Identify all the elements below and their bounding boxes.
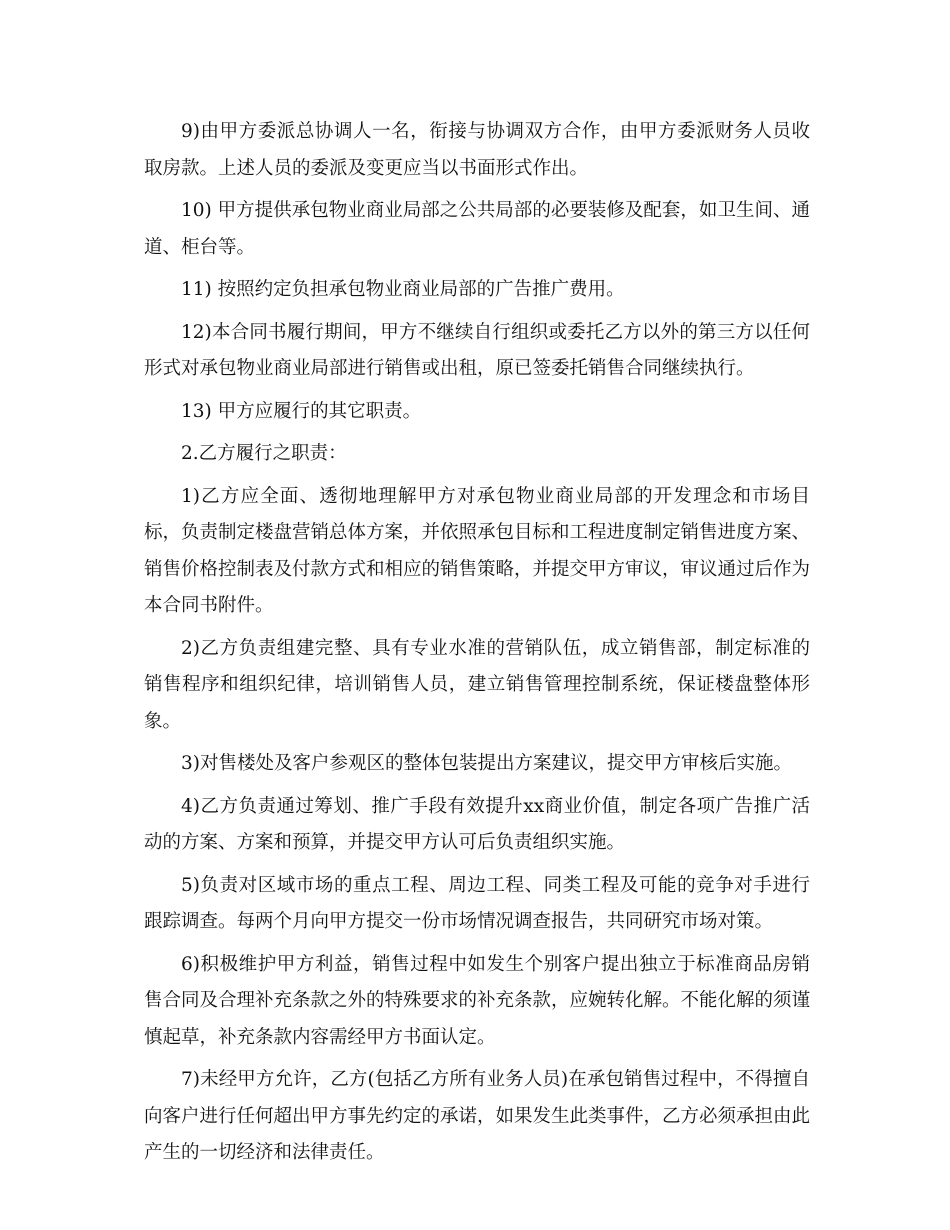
clause-12: 12)本合同书履行期间，甲方不继续自行组织或委托乙方以外的第三方以任何形式对承包物业商业局部进行销售或出租，原已签委托销售合同继续执行。 [144, 321, 810, 379]
clause-10: 10) 甲方提供承包物业商业局部之公共局部的必要装修及配套，如卫生间、通道、柜台等。 [144, 200, 810, 258]
document-body [144, 114, 810, 1178]
duty-3: 3)对售楼处及客户参观区的整体包装提出方案建议，提交甲方审核后实施。 [181, 753, 792, 774]
duty-4: 4)乙方负责通过筹划、推广手段有效提升xx商业价值，制定各项广告推广活动的方案、方案和预算，并提交甲方认可后负责组织实施。 [144, 795, 810, 853]
duty-5: 5)负责对区域市场的重点工程、周边工程、同类工程及可能的竞争对手进行跟踪调查。每两个月向甲方提交一份市场情况调查报告，共同研究市场对策。 [144, 874, 810, 932]
clause-13: 13) 甲方应履行的其它职责。 [181, 400, 422, 422]
duty-7: 7)未经甲方允许，乙方(包括乙方所有业务人员)在承包销售过程中，不得擅自向客户进行任何超出甲方事先约定的承诺，如果发生此类事件，乙方必须承担由此产生的一切经济和法律责任。 [144, 1069, 811, 1163]
clause-9: 9)由甲方委派总协调人一名，衔接与协调双方合作，由甲方委派财务人员收取房款。上述人员的委派及变更应当以书面形式作出。 [144, 121, 810, 179]
duty-1: 1)乙方应全面、透彻地理解甲方对承包物业商业局部的开发理念和市场目标，负责制定楼盘营销总体方案，并依照承包目标和工程进度制定销售进度方案、销售价格控制表及付款方式和相应的销售策略，并提交甲方审议，审议通过后作为本合同书附件。 [144, 485, 811, 616]
duty-6: 6)积极维护甲方利益，销售过程中如发生个别客户提出独立于标准商品房销售合同及合理补充条款之外的特殊要求的补充条款，应婉转化解。不能化解的须谨慎起草，补充条款内容需经甲方书面认定。 [144, 953, 811, 1048]
clause-11: 11) 按照约定负担承包物业商业局部的广告推广费用。 [181, 279, 625, 300]
duty-2: 2)乙方负责组建完整、具有专业水准的营销队伍，成立销售部，制定标准的销售程序和组织纪律，培训销售人员，建立销售管理控制系统，保证楼盘整体形象。 [144, 637, 810, 732]
section-heading-party-b-duties: 2.乙方履行之职责： [181, 443, 347, 464]
